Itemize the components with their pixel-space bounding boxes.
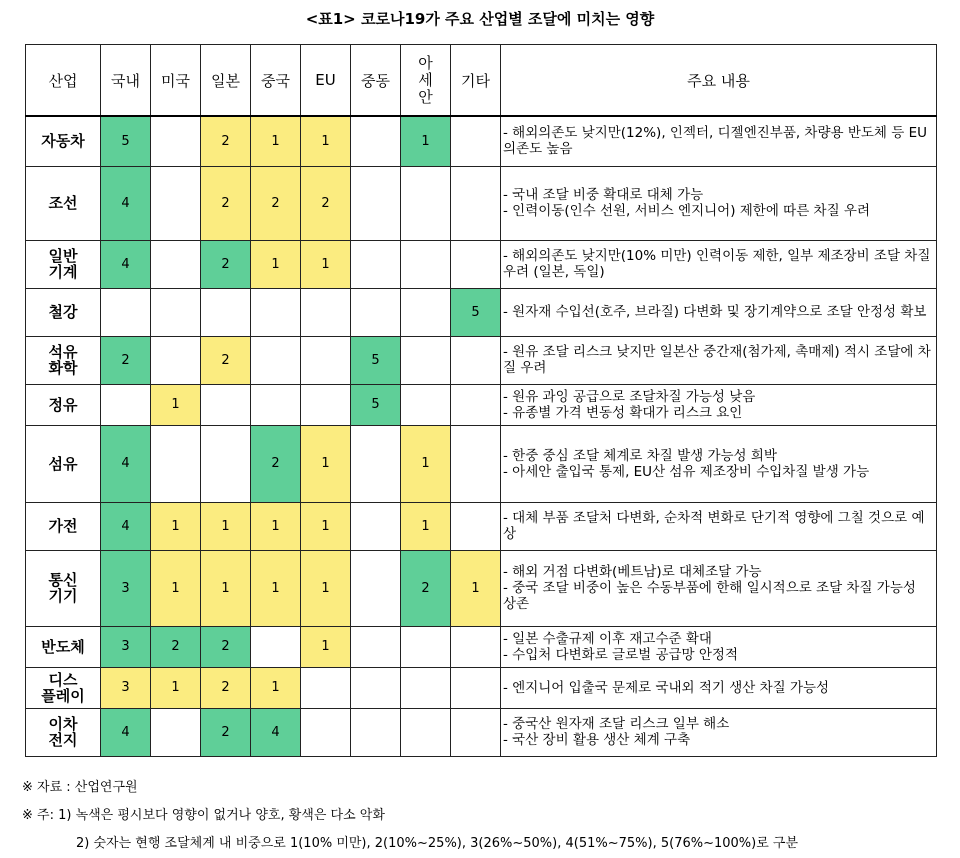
impact-table [25,44,937,757]
header-asean [401,45,451,117]
share-cell: 2 [201,708,251,756]
industry-cell: 조선 [26,166,101,240]
share-cell [451,336,501,384]
share-cell: 2 [201,166,251,240]
main-content-cell: - 해외의존도 낮지만(10% 미만) 인력이동 제한, 일부 제조장비 조달 차질 우려 (일본, 독일) [501,240,937,288]
header-eu: EU [301,45,351,117]
main-content-cell: - 해외의존도 낮지만(12%), 인젝터, 디젤엔진부품, 차량용 반도체 등 EU 의존도 높음 [501,116,937,166]
industry-cell: 가전 [26,502,101,550]
share-cell [401,288,451,336]
share-cell [301,336,351,384]
share-cell [451,384,501,425]
share-cell [401,336,451,384]
share-cell [451,708,501,756]
share-cell: 1 [401,425,451,502]
share-cell: 2 [251,166,301,240]
share-cell [301,384,351,425]
share-cell: 2 [101,336,151,384]
main-content-cell: - 대체 부품 조달처 다변화, 순차적 변화로 단기적 영향에 그칠 것으로 예상 [501,502,937,550]
share-cell: 2 [201,240,251,288]
share-cell: 1 [251,116,301,166]
table-row [26,384,937,425]
share-cell: 1 [301,240,351,288]
industry-cell: 철강 [26,288,101,336]
share-cell [351,116,401,166]
share-cell [351,240,401,288]
share-cell [151,166,201,240]
share-cell [401,166,451,240]
share-cell: 1 [151,384,201,425]
share-cell: 5 [351,384,401,425]
industry-cell: 이차 전지 [26,708,101,756]
share-cell [351,425,401,502]
share-cell: 4 [101,425,151,502]
share-cell [401,626,451,667]
industry-cell: 반도체 [26,626,101,667]
header-industry: 산업 [26,45,101,117]
share-cell [201,425,251,502]
header-usa: 미국 [151,45,201,117]
header-domestic: 국내 [101,45,151,117]
share-cell [351,288,401,336]
industry-cell: 섬유 [26,425,101,502]
share-cell: 5 [101,116,151,166]
share-cell: 1 [451,550,501,626]
share-cell: 1 [201,550,251,626]
share-cell: 3 [101,550,151,626]
share-cell [451,502,501,550]
source-note: ※ 자료 : 산업연구원 [22,780,138,795]
share-cell [451,425,501,502]
share-cell: 5 [351,336,401,384]
table-row [26,667,937,708]
table-row [26,550,937,626]
table-row [26,116,937,166]
share-cell: 1 [301,116,351,166]
share-cell [151,336,201,384]
industry-cell: 자동차 [26,116,101,166]
table-row [26,166,937,240]
share-cell [451,667,501,708]
share-cell: 4 [101,240,151,288]
share-cell [251,384,301,425]
share-cell: 1 [251,240,301,288]
share-cell [351,626,401,667]
share-cell [351,166,401,240]
share-cell [301,708,351,756]
share-cell: 1 [151,550,201,626]
share-cell: 2 [301,166,351,240]
share-cell [251,336,301,384]
share-cell: 1 [151,502,201,550]
table-title: <표1> 코로나19가 주요 산업별 조달에 미치는 영향 [305,10,655,28]
share-cell [151,240,201,288]
main-content-cell: - 일본 수출규제 이후 재고수준 확대 - 수입처 다변화로 글로벌 공급망 안정적 [501,626,937,667]
header-asean-text: 아세안 [418,53,433,106]
share-cell: 4 [101,166,151,240]
share-cell [451,116,501,166]
share-cell: 1 [251,502,301,550]
share-cell [101,288,151,336]
header-other: 기타 [451,45,501,117]
share-cell: 2 [201,626,251,667]
industry-cell: 디스 플레이 [26,667,101,708]
share-cell [151,708,201,756]
table-row [26,336,937,384]
share-cell [251,288,301,336]
share-cell: 1 [251,667,301,708]
main-content-cell: - 원유 과잉 공급으로 조달차질 가능성 낮음 - 유종별 가격 변동성 확대가 리스크 요인 [501,384,937,425]
share-cell [451,240,501,288]
main-content-cell: - 엔지니어 입출국 문제로 국내외 적기 생산 차질 가능성 [501,667,937,708]
footnotes [22,774,798,858]
share-cell [251,626,301,667]
share-cell: 1 [251,550,301,626]
share-cell: 4 [101,708,151,756]
share-cell [401,384,451,425]
share-cell [101,384,151,425]
header-japan: 일본 [201,45,251,117]
share-cell: 3 [101,667,151,708]
share-cell [351,708,401,756]
share-cell: 2 [201,667,251,708]
industry-cell: 통신 기기 [26,550,101,626]
share-cell: 2 [201,116,251,166]
share-cell: 1 [401,502,451,550]
share-cell [151,288,201,336]
share-cell [201,384,251,425]
share-cell: 2 [151,626,201,667]
table-row [26,288,937,336]
header-row [26,45,937,117]
note-1: ※ 주: 1) 녹색은 평시보다 영향이 없거나 양호, 황색은 다소 악화 [22,808,385,823]
header-main-content: 주요 내용 [501,45,937,117]
main-content-cell: - 국내 조달 비중 확대로 대체 가능 - 인력이동(인수 선원, 서비스 엔지니어) 제한에 따른 차질 우려 [501,166,937,240]
main-content-cell: - 원자재 수입선(호주, 브라질) 다변화 및 장기계약으로 조달 안정성 확보 [501,288,937,336]
main-content-cell: - 해외 거점 다변화(베트남)로 대체조달 가능 - 중국 조달 비중이 높은 수동부품에 한해 일시적으로 조달 차질 가능성 상존 [501,550,937,626]
share-cell [301,667,351,708]
header-middle-east: 중동 [351,45,401,117]
share-cell [151,425,201,502]
share-cell: 5 [451,288,501,336]
table-row [26,708,937,756]
share-cell [351,667,401,708]
share-cell: 4 [101,502,151,550]
share-cell [151,116,201,166]
share-cell: 2 [401,550,451,626]
main-content-cell: - 원유 조달 리스크 낮지만 일본산 중간재(첨가제, 촉매제) 적시 조달에 차질 우려 [501,336,937,384]
table-row [26,626,937,667]
share-cell [301,288,351,336]
share-cell [401,667,451,708]
share-cell [201,288,251,336]
table-row [26,240,937,288]
share-cell: 1 [301,425,351,502]
industry-cell: 정유 [26,384,101,425]
share-cell [451,626,501,667]
industry-cell: 일반 기계 [26,240,101,288]
share-cell [401,708,451,756]
share-cell: 1 [301,626,351,667]
main-content-cell: - 중국산 원자재 조달 리스크 일부 해소 - 국산 장비 활용 생산 체계 구축 [501,708,937,756]
main-content-cell: - 한중 중심 조달 체계로 차질 발생 가능성 희박 - 아세안 출입국 통제, EU산 섬유 제조장비 수입차질 발생 가능 [501,425,937,502]
share-cell: 1 [301,502,351,550]
share-cell: 2 [201,336,251,384]
table-row [26,502,937,550]
share-cell: 3 [101,626,151,667]
share-cell [351,502,401,550]
share-cell: 1 [301,550,351,626]
share-cell: 1 [201,502,251,550]
industry-cell: 석유 화학 [26,336,101,384]
share-cell [451,166,501,240]
header-china: 중국 [251,45,301,117]
share-cell: 4 [251,708,301,756]
share-cell: 1 [151,667,201,708]
share-cell [351,550,401,626]
share-cell: 1 [401,116,451,166]
share-cell [401,240,451,288]
table-row [26,425,937,502]
table-body [26,116,937,756]
share-cell: 2 [251,425,301,502]
note-2: 2) 숫자는 현행 조달체계 내 비중으로 1(10% 미만), 2(10%~25%), 3(26%~50%), 4(51%~75%), 5(76%~100%)로 구분 [76,836,799,851]
